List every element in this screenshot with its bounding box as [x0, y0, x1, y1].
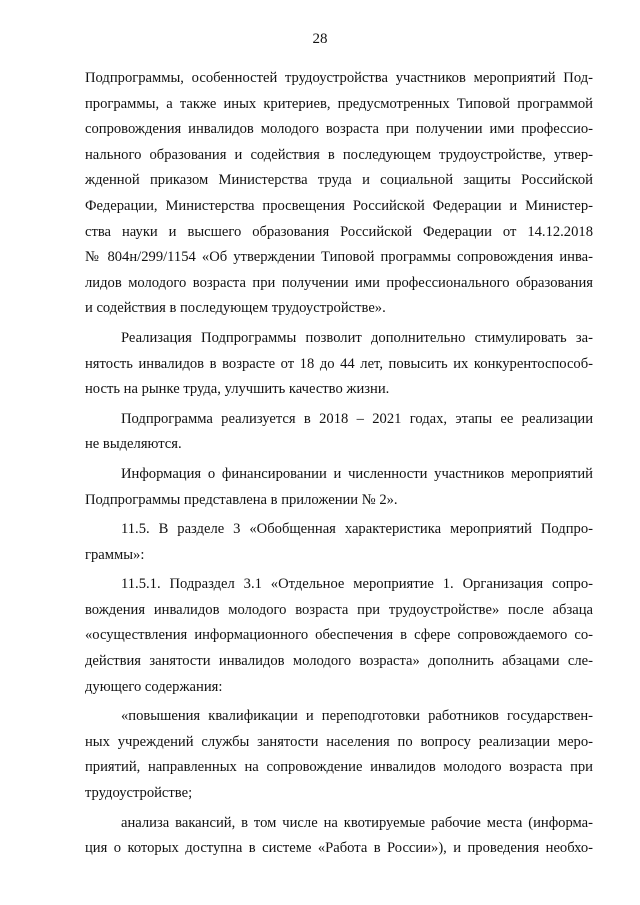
text-line: ных учреждений службы занятости населения по вопросу реализации меро-: [85, 733, 593, 750]
paragraph-implementation: [85, 326, 593, 403]
text-line: граммы»:: [85, 546, 145, 563]
text-line: 11.5. В разделе 3 «Обобщенная характеристика мероприятий Подпро-: [121, 521, 593, 538]
document-body: [85, 66, 593, 862]
text-line: сопровождения инвалидов молодого возраста при получении ими профессио-: [85, 121, 593, 138]
text-line: 11.5.1. Подраздел 3.1 «Отдельное мероприятие 1. Организация сопро-: [121, 576, 593, 593]
paragraph-continuation: [85, 66, 593, 322]
text-line: трудоустройстве;: [85, 785, 193, 802]
text-line: дующего содержания:: [85, 678, 223, 695]
text-line: Подпрограммы, особенностей трудоустройства участников мероприятий Под-: [85, 70, 593, 86]
text-line: Федерации, Министерства просвещения Российской Федерации и Министер-: [85, 197, 593, 214]
text-line: нятость инвалидов в возрасте от 18 до 44 лет, повысить их конкурентоспособ-: [85, 355, 593, 372]
page-number: 28: [312, 31, 328, 47]
text-line: Информация о финансировании и численности участников мероприятий: [121, 465, 593, 482]
text-line: ция о которых доступна в системе «Работа в России»), и проведения необхо-: [85, 840, 593, 857]
text-line: действия занятости инвалидов молодого возраста» дополнить абзацами сле-: [85, 653, 593, 670]
text-line: жденной приказом Министерства труда и социальной защиты Российской: [85, 172, 593, 189]
text-line: ность на рынке труда, улучшить качество жизни.: [85, 381, 390, 398]
text-line: лидов молодого возраста при получении ими профессионального образования: [85, 274, 593, 291]
text-line: Подпрограммы представлена в приложении № 2».: [85, 491, 398, 508]
text-line: анализа вакансий, в том числе на квотируемые рабочие места (информа-: [121, 814, 593, 831]
paragraph-qualification: [85, 704, 593, 806]
text-line: Подпрограмма реализуется в 2018 – 2021 годах, этапы ее реализации: [121, 410, 593, 427]
paragraph-section-11-5-1: [85, 572, 593, 700]
text-line: ства науки и высшего образования Российской Федерации от 14.12.2018: [85, 223, 593, 240]
text-line: приятий, направленных на сопровождение инвалидов молодого возраста при: [85, 759, 593, 776]
paragraph-vacancy-analysis: [85, 811, 593, 862]
text-line: нального образования и содействия в последующем трудоустройстве, утвер-: [85, 146, 593, 163]
paragraph-financing: [85, 462, 593, 513]
text-line: Реализация Подпрограммы позволит дополнительно стимулировать за-: [121, 329, 593, 346]
text-line: не выделяются.: [85, 436, 182, 453]
text-line: «повышения квалификации и переподготовки работников государствен-: [121, 708, 593, 725]
text-line: № 804н/299/1154 «Об утверждении Типовой программы сопровождения инва-: [85, 249, 593, 266]
text-line: программы, а также иных критериев, предусмотренных Типовой программой: [85, 95, 593, 112]
paragraph-section-11-5: [85, 517, 593, 568]
text-line: и содействия в последующем трудоустройстве».: [85, 300, 386, 317]
text-line: «осуществления информационного обеспечения в сфере сопровождаемого со-: [85, 627, 593, 644]
text-line: вождения инвалидов молодого возраста при трудоустройстве» после абзаца: [85, 601, 593, 618]
paragraph-timeline: [85, 407, 593, 458]
